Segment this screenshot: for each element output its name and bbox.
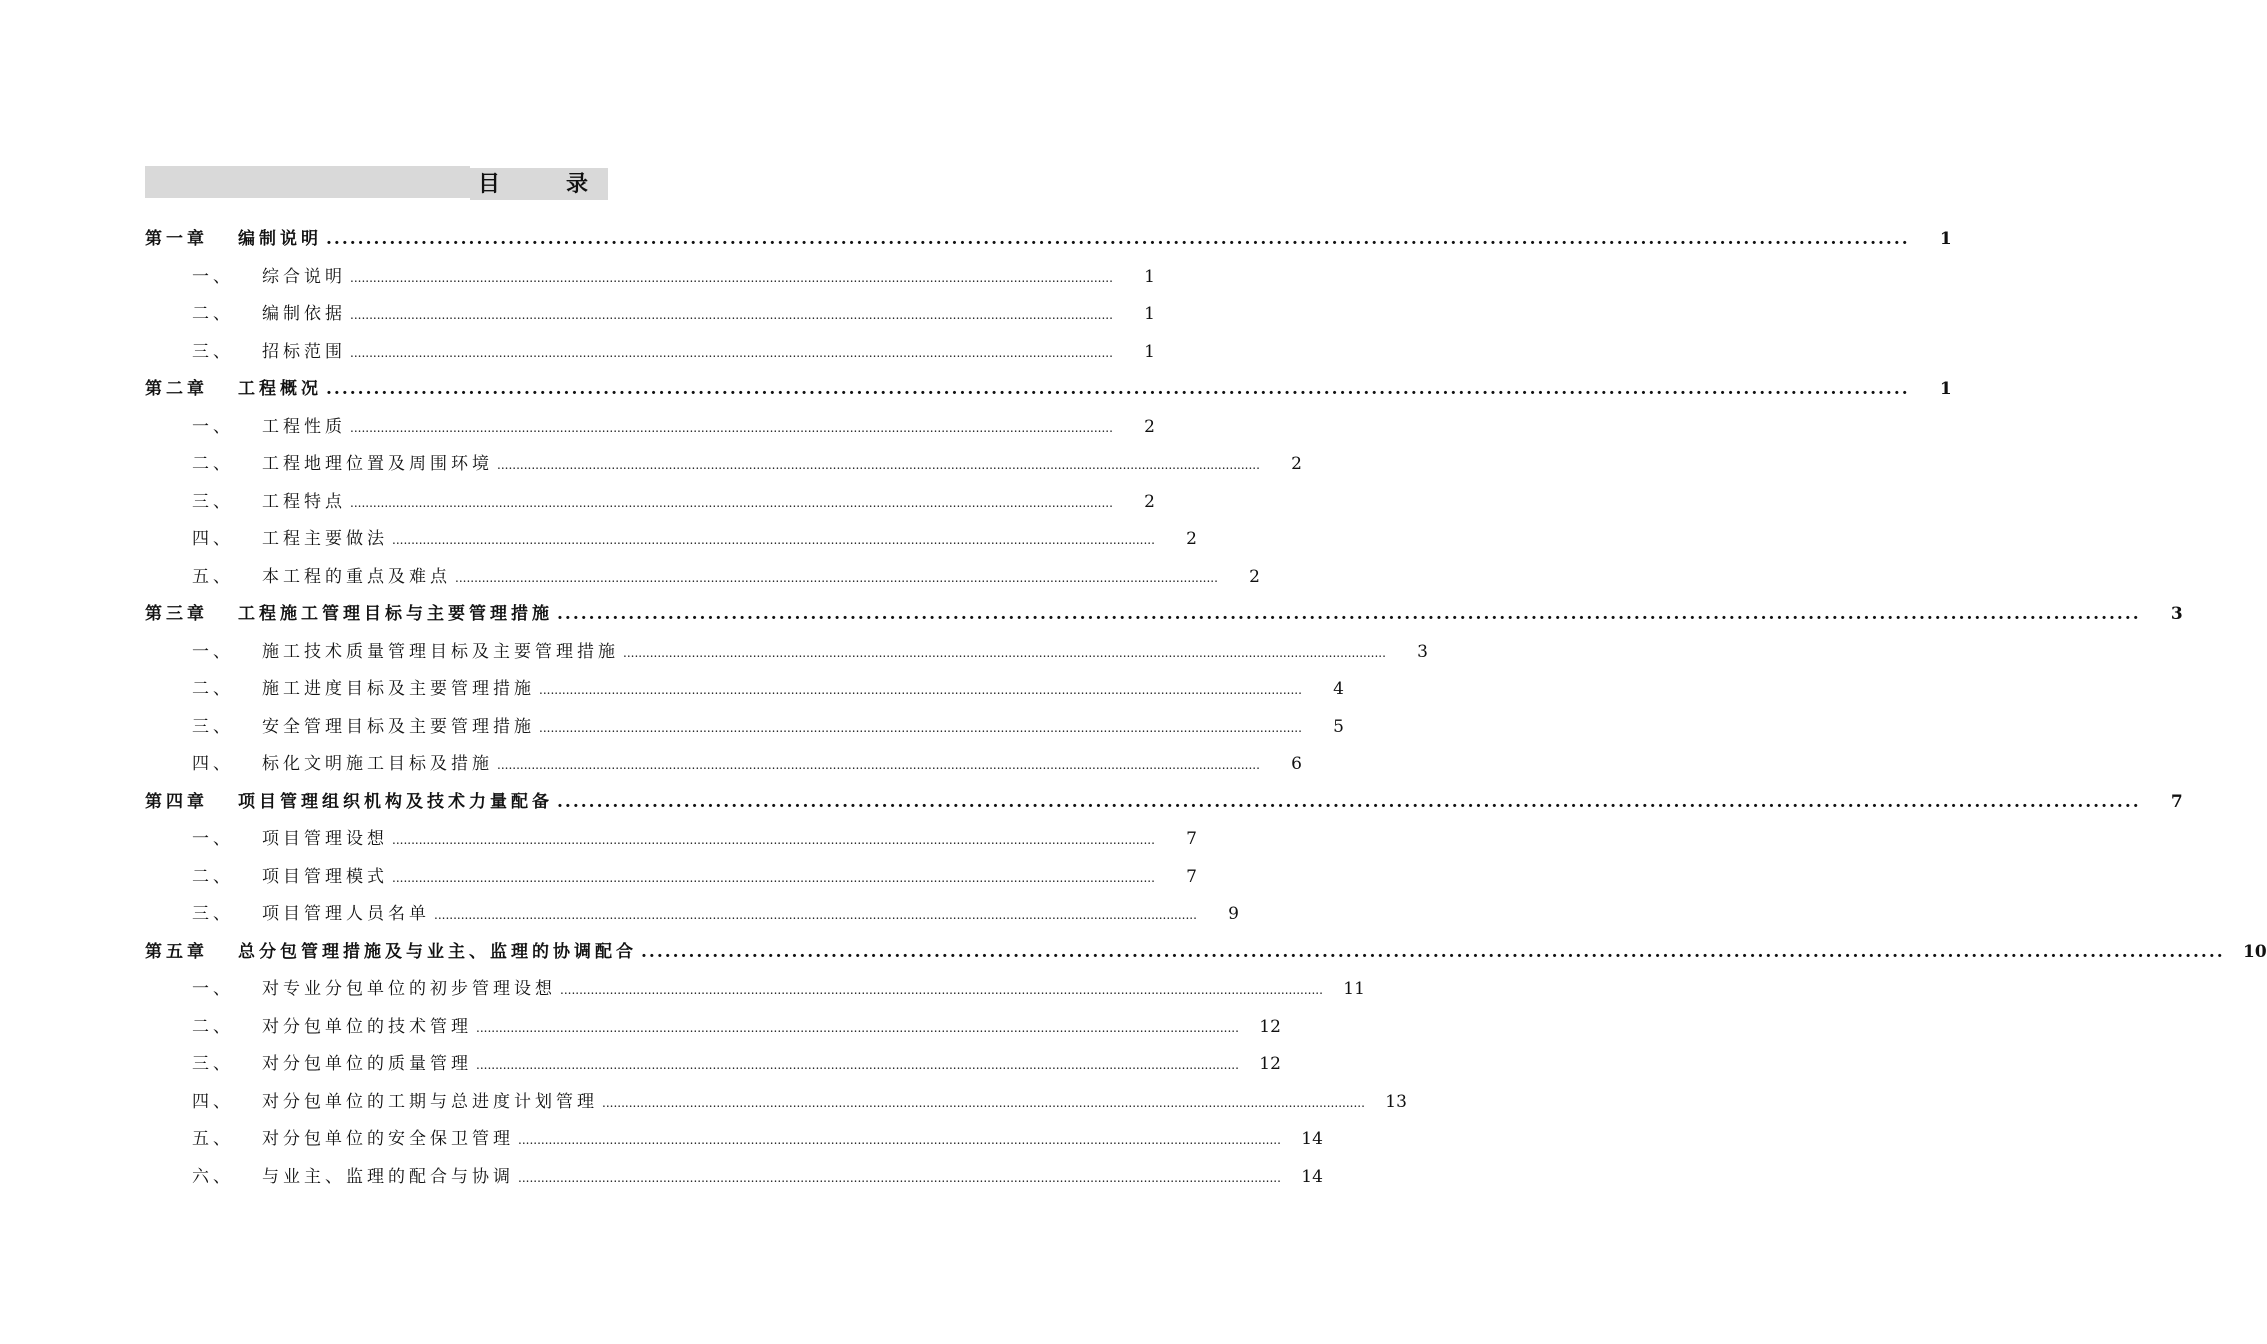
toc-entry-number: 第三章	[145, 604, 208, 624]
toc-dot-leader: ........................................................................................................................................................................................................	[392, 833, 1155, 847]
toc-dot-leader: ........................................................................................................................................................................................................	[539, 721, 1302, 735]
toc-entry-title: 工程性质	[262, 417, 346, 437]
toc-section-row[interactable]	[145, 415, 1155, 439]
toc-entry-title: 施工进度目标及主要管理措施	[262, 679, 535, 699]
toc-dot-leader: ........................................................................................................................................................................................................	[392, 533, 1155, 547]
toc-dot-leader: ........................................................................................................................................................................................................	[326, 229, 1910, 249]
toc-section-row[interactable]	[145, 1165, 1323, 1189]
toc-chapter-row[interactable]	[145, 227, 1952, 251]
toc-entry-number: 三、	[192, 342, 234, 362]
toc-entry-title: 总分包管理措施及与业主、监理的协调配合	[238, 942, 637, 962]
toc-entry-number: 四、	[192, 529, 234, 549]
toc-entry-number: 三、	[192, 492, 234, 512]
toc-entry-number: 六、	[192, 1167, 234, 1187]
toc-page-number: 1	[1144, 304, 1155, 324]
toc-dot-leader: ........................................................................................................................................................................................................	[560, 983, 1323, 997]
toc-page-number: 6	[1291, 754, 1302, 774]
toc-page-number: 12	[1259, 1054, 1281, 1074]
toc-dot-leader: ........................................................................................................................................................................................................	[476, 1058, 1239, 1072]
toc-page-number: 1	[1939, 379, 1952, 399]
toc-entry-title: 项目管理设想	[262, 829, 388, 849]
toc-dot-leader: ........................................................................................................................................................................................................	[518, 1171, 1281, 1185]
toc-section-row[interactable]	[145, 902, 1239, 926]
toc-dot-leader: ........................................................................................................................................................................................................	[350, 308, 1113, 322]
toc-entry-number: 三、	[192, 1054, 234, 1074]
toc-entry-number: 二、	[192, 1017, 234, 1037]
toc-section-row[interactable]	[145, 827, 1197, 851]
toc-page-number: 7	[1186, 867, 1197, 887]
toc-chapter-row[interactable]	[145, 602, 2183, 626]
toc-page-number: 2	[1144, 492, 1155, 512]
toc-section-row[interactable]	[145, 265, 1155, 289]
toc-page-number: 7	[1186, 829, 1197, 849]
toc-section-row[interactable]	[145, 1015, 1281, 1039]
toc-entry-title: 项目管理模式	[262, 867, 388, 887]
toc-section-row[interactable]	[145, 677, 1344, 701]
toc-entry-number: 一、	[192, 829, 234, 849]
toc-section-row[interactable]	[145, 752, 1302, 776]
toc-dot-leader: ........................................................................................................................................................................................................	[497, 458, 1260, 472]
toc-dot-leader: ........................................................................................................................................................................................................	[350, 346, 1113, 360]
toc-entry-title: 本工程的重点及难点	[262, 567, 451, 587]
toc-entry-number: 三、	[192, 904, 234, 924]
toc-dot-leader: ........................................................................................................................................................................................................	[518, 1133, 1281, 1147]
toc-entry-number: 四、	[192, 1092, 234, 1112]
toc-page-number: 1	[1144, 267, 1155, 287]
toc-entry-title: 标化文明施工目标及措施	[262, 754, 493, 774]
toc-entry-title: 工程概况	[238, 379, 322, 399]
toc-entry-title: 对分包单位的质量管理	[262, 1054, 472, 1074]
title-bar	[145, 166, 470, 198]
toc-entry-title: 工程地理位置及周围环境	[262, 454, 493, 474]
toc-entry-number: 二、	[192, 304, 234, 324]
toc-dot-leader: ........................................................................................................................................................................................................	[557, 792, 2141, 812]
toc-dot-leader: ........................................................................................................................................................................................................	[602, 1096, 1365, 1110]
toc-page-number: 11	[1343, 979, 1365, 999]
toc-entry-number: 第一章	[145, 229, 208, 249]
toc-dot-leader: ........................................................................................................................................................................................................	[623, 646, 1386, 660]
toc-dot-leader: ........................................................................................................................................................................................................	[350, 271, 1113, 285]
toc-entry-number: 二、	[192, 867, 234, 887]
toc-page-number: 14	[1301, 1167, 1323, 1187]
toc-entry-title: 工程主要做法	[262, 529, 388, 549]
toc-page-number: 2	[1291, 454, 1302, 474]
toc-section-row[interactable]	[145, 565, 1260, 589]
toc-page-number: 12	[1259, 1017, 1281, 1037]
toc-entry-number: 五、	[192, 1129, 234, 1149]
toc-entry-title: 项目管理人员名单	[262, 904, 430, 924]
toc-entry-number: 第五章	[145, 942, 208, 962]
toc-page-number: 14	[1301, 1129, 1323, 1149]
toc-entry-title: 对专业分包单位的初步管理设想	[262, 979, 556, 999]
toc-entry-title: 安全管理目标及主要管理措施	[262, 717, 535, 737]
toc-dot-leader: ........................................................................................................................................................................................................	[641, 942, 2225, 962]
toc-page-number: 2	[1186, 529, 1197, 549]
toc-dot-leader: ........................................................................................................................................................................................................	[557, 604, 2141, 624]
toc-section-row[interactable]	[145, 302, 1155, 326]
toc-entry-number: 一、	[192, 417, 234, 437]
toc-page-number: 9	[1228, 904, 1239, 924]
toc-dot-leader: ........................................................................................................................................................................................................	[434, 908, 1197, 922]
toc-entry-number: 一、	[192, 979, 234, 999]
toc-heading-char-2: 录	[566, 171, 589, 197]
toc-entry-number: 三、	[192, 717, 234, 737]
toc-dot-leader: ........................................................................................................................................................................................................	[350, 496, 1113, 510]
toc-dot-leader: ........................................................................................................................................................................................................	[326, 379, 1910, 399]
toc-entry-number: 四、	[192, 754, 234, 774]
toc-entry-title: 对分包单位的安全保卫管理	[262, 1129, 514, 1149]
toc-section-row[interactable]	[145, 452, 1302, 476]
toc-dot-leader: ........................................................................................................................................................................................................	[392, 871, 1155, 885]
toc-page-number: 5	[1333, 717, 1344, 737]
toc-page-number: 1	[1939, 229, 1952, 249]
toc-page-number: 2	[1144, 417, 1155, 437]
toc-page-number: 10	[2243, 942, 2267, 962]
toc-entry-title: 施工技术质量管理目标及主要管理措施	[262, 642, 619, 662]
toc-section-row[interactable]	[145, 1052, 1281, 1076]
toc-entry-title: 编制依据	[262, 304, 346, 324]
toc-entry-number: 二、	[192, 454, 234, 474]
toc-entry-title: 对分包单位的工期与总进度计划管理	[262, 1092, 598, 1112]
toc-section-row[interactable]	[145, 340, 1155, 364]
toc-entry-number: 第四章	[145, 792, 208, 812]
toc-page-number: 3	[1417, 642, 1428, 662]
toc-chapter-row[interactable]	[145, 790, 2183, 814]
toc-dot-leader: ........................................................................................................................................................................................................	[455, 571, 1218, 585]
toc-entry-title: 招标范围	[262, 342, 346, 362]
toc-section-row[interactable]	[145, 715, 1344, 739]
toc-entry-title: 工程施工管理目标与主要管理措施	[238, 604, 553, 624]
toc-dot-leader: ........................................................................................................................................................................................................	[539, 683, 1302, 697]
toc-entry-title: 综合说明	[262, 267, 346, 287]
toc-entry-number: 一、	[192, 267, 234, 287]
toc-entry-title: 工程特点	[262, 492, 346, 512]
toc-page-number: 4	[1333, 679, 1344, 699]
toc-page-number: 3	[2170, 604, 2183, 624]
toc-page-number: 13	[1385, 1092, 1407, 1112]
toc-dot-leader: ........................................................................................................................................................................................................	[476, 1021, 1239, 1035]
toc-section-row[interactable]	[145, 527, 1197, 551]
toc-dot-leader: ........................................................................................................................................................................................................	[497, 758, 1260, 772]
toc-heading	[470, 168, 608, 200]
toc-dot-leader: ........................................................................................................................................................................................................	[350, 421, 1113, 435]
toc-section-row[interactable]	[145, 490, 1155, 514]
toc-entry-title: 项目管理组织机构及技术力量配备	[238, 792, 553, 812]
toc-entry-title: 编制说明	[238, 229, 322, 249]
toc-page-number: 2	[1249, 567, 1260, 587]
toc-heading-char-1: 目	[478, 171, 501, 197]
toc-section-row[interactable]	[145, 865, 1197, 889]
toc-section-row[interactable]	[145, 977, 1365, 1001]
toc-entry-title: 对分包单位的技术管理	[262, 1017, 472, 1037]
toc-section-row[interactable]	[145, 1090, 1407, 1114]
toc-entry-number: 五、	[192, 567, 234, 587]
toc-entry-title: 与业主、监理的配合与协调	[262, 1167, 514, 1187]
toc-entry-number: 二、	[192, 679, 234, 699]
toc-entry-number: 第二章	[145, 379, 208, 399]
toc-section-row[interactable]	[145, 640, 1428, 664]
toc-chapter-row[interactable]	[145, 940, 2267, 964]
toc-page-number: 7	[2170, 792, 2183, 812]
toc-page-number: 1	[1144, 342, 1155, 362]
toc-entry-number: 一、	[192, 642, 234, 662]
toc-chapter-row[interactable]	[145, 377, 1952, 401]
toc-section-row[interactable]	[145, 1127, 1323, 1151]
